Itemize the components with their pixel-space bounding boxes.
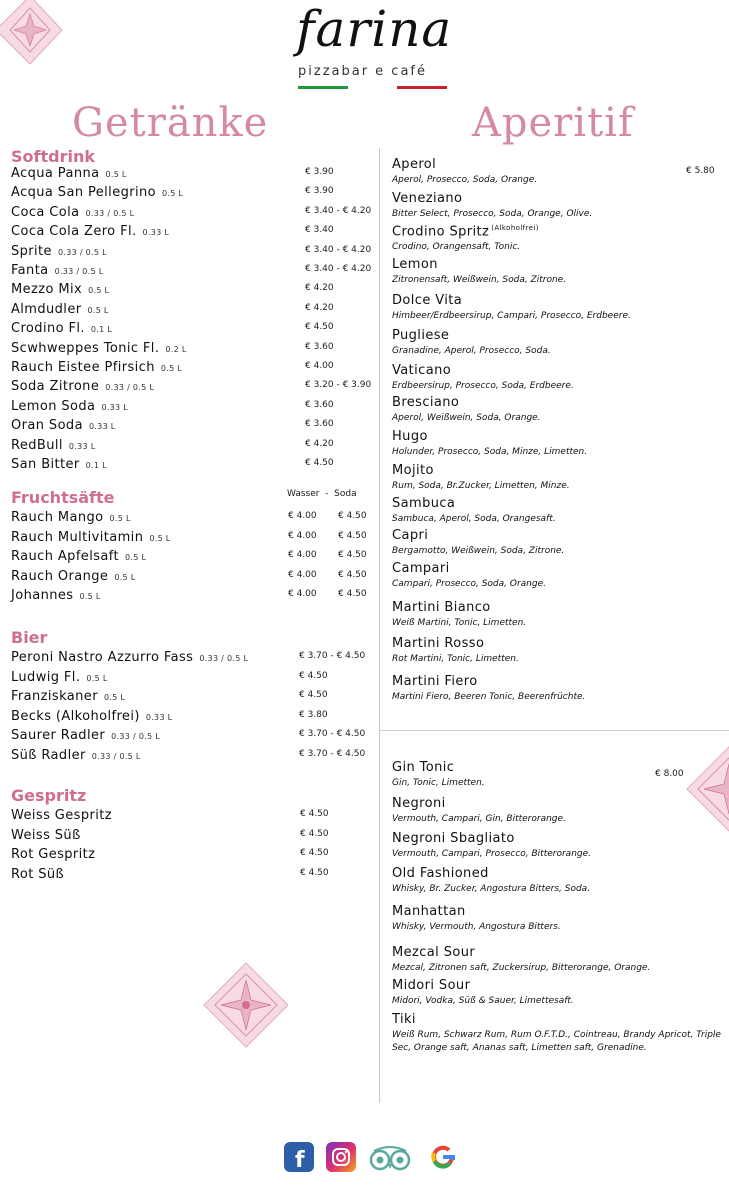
drink-description: Erdbeersirup, Prosecco, Soda, Erdbeere. <box>392 381 574 391</box>
drink-name: Mojito <box>392 463 434 478</box>
drink-description: Vermouth, Campari, Gin, Bitterorange. <box>392 814 566 824</box>
svg-text:f: f <box>295 1148 305 1172</box>
item-volume: 0.5 L <box>86 673 108 683</box>
drink-entry <box>392 363 722 393</box>
drink-name: Mezcal Sour <box>392 945 476 960</box>
menu-row <box>11 569 371 587</box>
item-name: RedBull 0.33 L <box>11 437 96 453</box>
menu-row <box>11 360 371 378</box>
menu-row <box>11 457 371 475</box>
item-name: Scwhweppes Tonic Fl. 0.2 L <box>11 340 187 356</box>
brand-logo: farina <box>296 0 453 58</box>
aperitif-price: € 5.80 <box>686 166 715 176</box>
item-volume: 0.33 / 0.5 L <box>105 383 155 393</box>
flag-stripe-green <box>298 86 348 89</box>
item-name: Rauch Mango 0.5 L <box>11 510 131 525</box>
item-volume: 0.33 / 0.5 L <box>91 752 141 761</box>
item-volume: 0.5 L <box>87 305 109 315</box>
drink-entry <box>392 224 722 254</box>
item-name: Fanta 0.33 / 0.5 L <box>11 263 104 278</box>
item-price-water: € 4.00 <box>288 530 317 541</box>
drink-entry <box>392 429 722 459</box>
drink-description: Himbeer/Erdbeersirup, Campari, Prosecco, Erdbeere. <box>392 311 631 321</box>
drink-description: Martini Fiero, Beeren Tonic, Beerenfrüchte. <box>392 692 586 702</box>
item-volume: 0.5 L <box>88 286 110 296</box>
item-price: € 4.20 <box>305 283 334 294</box>
item-price: € 4.50 <box>305 322 334 333</box>
item-price: € 4.50 <box>300 867 329 878</box>
menu-row <box>11 530 371 548</box>
section-heading-gespritz: Gespritz <box>11 786 87 805</box>
item-price: € 3.90 <box>305 186 334 197</box>
drink-description: Bergamotto, Weißwein, Soda, Zitrone. <box>392 546 565 556</box>
drink-description: Granadine, Aperol, Prosecco, Soda. <box>392 346 551 356</box>
drink-entry <box>392 831 722 861</box>
menu-row <box>11 302 371 320</box>
menu-row <box>11 282 371 300</box>
menu-row <box>11 321 371 339</box>
decorative-tile-top-left <box>0 0 62 66</box>
item-name: San Bitter 0.1 L <box>11 457 107 472</box>
item-name: Sprite 0.33 / 0.5 L <box>11 243 107 259</box>
drink-description: Campari, Prosecco, Soda, Orange. <box>392 579 546 589</box>
menu-row <box>11 847 371 865</box>
menu-row <box>11 549 371 567</box>
item-price: € 4.00 <box>305 361 334 371</box>
item-price: € 3.60 <box>305 419 334 430</box>
item-name: Soda Zitrone 0.33 / 0.5 L <box>11 379 155 395</box>
drink-entry <box>392 395 722 425</box>
drink-description: Zitronensaft, Weißwein, Soda, Zitrone. <box>392 275 567 285</box>
item-name: Crodino Fl. 0.1 L <box>11 321 113 337</box>
item-name: Lemon Soda 0.33 L <box>11 398 129 414</box>
item-name: Rauch Multivitamin 0.5 L <box>11 529 171 545</box>
item-volume: 0.5 L <box>103 693 126 703</box>
item-price-water: € 4.00 <box>288 550 317 560</box>
menu-row <box>11 670 371 688</box>
drink-name: Sambuca <box>392 496 456 511</box>
right-column-title: Aperitif <box>472 100 634 146</box>
item-price: € 3.80 <box>299 709 328 720</box>
drink-name: Hugo <box>392 429 428 444</box>
item-price: € 4.50 <box>305 458 334 468</box>
tripadvisor-icon[interactable] <box>366 1142 414 1172</box>
drink-description: Gin, Tonic, Limetten. <box>392 778 485 788</box>
item-volume: 0.5 L <box>114 572 136 582</box>
menu-row <box>11 588 371 606</box>
drink-name: Martini Bianco <box>392 600 491 615</box>
item-name: Weiss Gespritz <box>11 808 112 823</box>
drink-description: Mezcal, Zitronen saft, Zuckersirup, Bitterorange, Orange. <box>392 963 651 973</box>
item-volume: 0.33 / 0.5 L <box>54 267 104 276</box>
menu-row <box>11 418 371 436</box>
item-name: Rauch Orange 0.5 L <box>11 568 136 584</box>
drink-entry <box>392 328 722 358</box>
menu-row <box>11 828 371 846</box>
cocktail-price: € 8.00 <box>655 769 684 779</box>
item-volume: 0.33 / 0.5 L <box>85 208 135 218</box>
drink-name: Dolce Vita <box>392 293 463 308</box>
drink-name: Negroni <box>392 796 446 811</box>
item-name: Oran Soda 0.33 L <box>11 418 116 434</box>
item-name: Saurer Radler 0.33 / 0.5 L <box>11 728 161 744</box>
item-volume: 0.33 / 0.5 L <box>111 732 161 742</box>
item-volume: 0.2 L <box>165 344 187 354</box>
item-volume: 0.33 L <box>145 712 173 722</box>
item-volume: 0.33 / 0.5 L <box>199 654 249 663</box>
drink-entry <box>392 904 722 934</box>
item-price-soda: € 4.50 <box>338 589 367 599</box>
menu-row <box>11 224 371 242</box>
item-price: € 3.60 <box>305 399 334 410</box>
item-volume: 0.33 L <box>142 228 170 238</box>
drink-name: Tiki <box>392 1012 416 1027</box>
item-price-soda: € 4.50 <box>338 530 367 541</box>
juice-column-header: Wasser - Soda <box>287 489 357 499</box>
item-name: Mezzo Mix 0.5 L <box>11 282 110 298</box>
item-name: Weiss Süß <box>11 827 81 843</box>
menu-row <box>11 808 371 826</box>
menu-row <box>11 166 371 184</box>
item-volume: 0.5 L <box>109 514 131 523</box>
drink-description: Whisky, Br. Zucker, Angostura Bitters, Soda. <box>392 884 591 894</box>
menu-row <box>11 341 371 359</box>
item-name: Coca Cola 0.33 / 0.5 L <box>11 204 135 220</box>
drink-entry <box>392 945 722 975</box>
menu-row <box>11 867 371 885</box>
section-heading-softdrink: Softdrink <box>11 147 95 166</box>
drink-name: Vaticano <box>392 363 452 378</box>
section-heading-bier: Bier <box>11 628 48 647</box>
item-price: € 3.60 <box>305 341 334 352</box>
flag-stripe-red <box>397 86 447 89</box>
item-name: Becks (Alkoholfrei) 0.33 L <box>11 708 173 724</box>
drink-entry <box>392 191 722 221</box>
drink-name: Capri <box>392 528 429 543</box>
item-name: Coca Cola Zero Fl. 0.33 L <box>11 224 170 240</box>
item-price-soda: € 4.50 <box>338 550 367 560</box>
item-price: € 4.50 <box>300 809 329 819</box>
drink-note: (Alkoholfrei) <box>491 224 539 232</box>
drink-name: Lemon <box>392 257 438 272</box>
drink-name: Negroni Sbagliato <box>392 831 515 846</box>
item-price-soda: € 4.50 <box>338 511 367 521</box>
menu-row <box>11 399 371 417</box>
item-name: Rot Süß <box>11 866 65 882</box>
item-volume: 0.5 L <box>79 592 101 601</box>
column-divider <box>379 148 380 1103</box>
item-name: Johannes 0.5 L <box>11 588 101 603</box>
drink-name: Gin Tonic <box>392 760 455 775</box>
drink-name: Veneziano <box>392 191 463 206</box>
item-name: Franziskaner 0.5 L <box>11 689 126 705</box>
item-volume: 0.33 L <box>88 422 116 432</box>
drink-description: Whisky, Vermouth, Angostura Bitters. <box>392 922 561 932</box>
menu-row <box>11 244 371 262</box>
menu-row <box>11 510 371 528</box>
item-volume: 0.5 L <box>160 364 183 373</box>
drink-description: Vermouth, Campari, Prosecco, Bitterorange. <box>392 849 592 859</box>
drink-name: Martini Rosso <box>392 636 485 651</box>
drink-entry <box>392 796 722 826</box>
item-price: € 3.90 <box>305 167 334 177</box>
menu-row <box>11 205 371 223</box>
drink-description: Rum, Soda, Br.Zucker, Limetten, Minze. <box>392 481 570 491</box>
item-price-soda: € 4.50 <box>338 569 367 580</box>
decorative-tile-bottom-left <box>203 962 289 1048</box>
item-price: € 4.50 <box>299 690 328 701</box>
drink-description: Sambuca, Aperol, Soda, Orangesaft. <box>392 514 556 524</box>
drink-name: Manhattan <box>392 904 466 919</box>
drink-description: Aperol, Prosecco, Soda, Orange. <box>392 175 538 185</box>
drink-description: Aperol, Weißwein, Soda, Orange. <box>392 413 541 423</box>
item-name: Süß Radler 0.33 / 0.5 L <box>11 748 141 763</box>
drink-entry <box>392 674 722 704</box>
item-name: Rauch Eistee Pfirsich 0.5 L <box>11 360 183 375</box>
drink-name: Midori Sour <box>392 978 471 993</box>
left-column-title: Getränke <box>72 100 269 146</box>
drink-description: Midori, Vodka, Süß & Sauer, Limettesaft. <box>392 996 574 1006</box>
item-volume: 0.5 L <box>125 553 147 562</box>
facebook-icon[interactable] <box>284 1142 314 1172</box>
item-name: Acqua Panna 0.5 L <box>11 166 127 181</box>
item-name: Rauch Apfelsaft 0.5 L <box>11 549 147 564</box>
item-price: € 3.70 - € 4.50 <box>299 749 366 759</box>
item-price: € 4.50 <box>300 828 329 839</box>
drink-name: Bresciano <box>392 395 460 410</box>
drink-entry <box>392 463 722 493</box>
item-price-water: € 4.00 <box>288 589 317 599</box>
section-heading-fruchtsaefte: Fruchtsäfte <box>11 488 115 507</box>
item-volume: 0.1 L <box>90 325 113 335</box>
item-price: € 3.20 - € 3.90 <box>305 380 372 391</box>
drink-entry <box>392 496 722 526</box>
drink-description: Weiß Martini, Tonic, Limetten. <box>392 618 527 628</box>
item-volume: 0.5 L <box>162 189 184 199</box>
item-price: € 3.40 <box>305 225 334 236</box>
drink-entry <box>392 1012 722 1055</box>
menu-row <box>11 709 371 727</box>
item-price: € 4.20 <box>305 302 334 313</box>
drink-entry <box>392 257 722 287</box>
item-price: € 3.70 - € 4.50 <box>299 729 366 740</box>
drink-description: Weiß Rum, Schwarz Rum, Rum O.F.T.D., Cointreau, Brandy Apricot, Triple Sec, Orange saft, Ananas saft, Limetten saft, Grenadine. <box>392 1030 721 1053</box>
drink-entry <box>392 157 722 187</box>
item-volume: 0.33 L <box>68 441 96 451</box>
item-volume: 0.5 L <box>149 533 171 543</box>
menu-row <box>11 379 371 397</box>
menu-row <box>11 185 371 203</box>
item-volume: 0.33 L <box>101 402 129 412</box>
section-divider <box>380 730 729 731</box>
drink-description: Crodino, Orangensaft, Tonic. <box>392 242 521 253</box>
menu-row <box>11 689 371 707</box>
google-icon[interactable] <box>428 1142 458 1172</box>
item-price: € 3.40 - € 4.20 <box>305 244 372 255</box>
instagram-icon[interactable] <box>326 1142 356 1172</box>
item-name: Peroni Nastro Azzurro Fass 0.33 / 0.5 L <box>11 650 249 665</box>
drink-entry <box>392 561 722 591</box>
item-price: € 4.50 <box>299 670 328 681</box>
item-price: € 3.40 - € 4.20 <box>305 264 372 274</box>
brand-tagline: pizzabar e café <box>298 64 427 79</box>
item-volume: 0.1 L <box>85 461 107 470</box>
menu-row <box>11 748 371 766</box>
drink-name: Aperol <box>392 157 437 172</box>
item-name: Acqua San Pellegrino 0.5 L <box>11 185 184 201</box>
menu-row <box>11 728 371 746</box>
drink-name: Crodino Spritz $^{(Alkoholfrei)}$ <box>392 224 539 240</box>
drink-description: Bitter Select, Prosecco, Soda, Orange, Olive. <box>392 209 593 219</box>
drink-entry <box>392 528 722 558</box>
drink-description: Holunder, Prosecco, Soda, Minze, Limetten. <box>392 447 588 457</box>
item-name: Rot Gespritz <box>11 847 96 862</box>
drink-entry <box>392 636 722 666</box>
drink-entry <box>392 293 722 323</box>
drink-name: Pugliese <box>392 328 450 343</box>
item-price: € 4.50 <box>300 848 329 858</box>
drink-name: Martini Fiero <box>392 674 478 689</box>
menu-row <box>11 263 371 281</box>
drink-entry <box>392 978 722 1008</box>
drink-entry <box>392 600 722 630</box>
item-volume: 0.5 L <box>105 170 127 179</box>
menu-row <box>11 438 371 456</box>
drink-name: Old Fashioned <box>392 866 489 881</box>
item-price: € 3.40 - € 4.20 <box>305 205 372 216</box>
item-price: € 3.70 - € 4.50 <box>299 651 366 661</box>
menu-row <box>11 650 371 668</box>
item-volume: 0.33 / 0.5 L <box>57 247 107 257</box>
drink-entry <box>392 760 722 790</box>
item-name: Ludwig Fl. 0.5 L <box>11 669 108 685</box>
drink-description: Rot Martini, Tonic, Limetten. <box>392 654 519 664</box>
drink-entry <box>392 866 722 896</box>
item-price-water: € 4.00 <box>288 511 317 521</box>
item-name: Almdudler 0.5 L <box>11 301 109 317</box>
item-price-water: € 4.00 <box>288 569 317 580</box>
item-price: € 4.20 <box>305 438 334 449</box>
drink-name: Campari <box>392 561 450 576</box>
